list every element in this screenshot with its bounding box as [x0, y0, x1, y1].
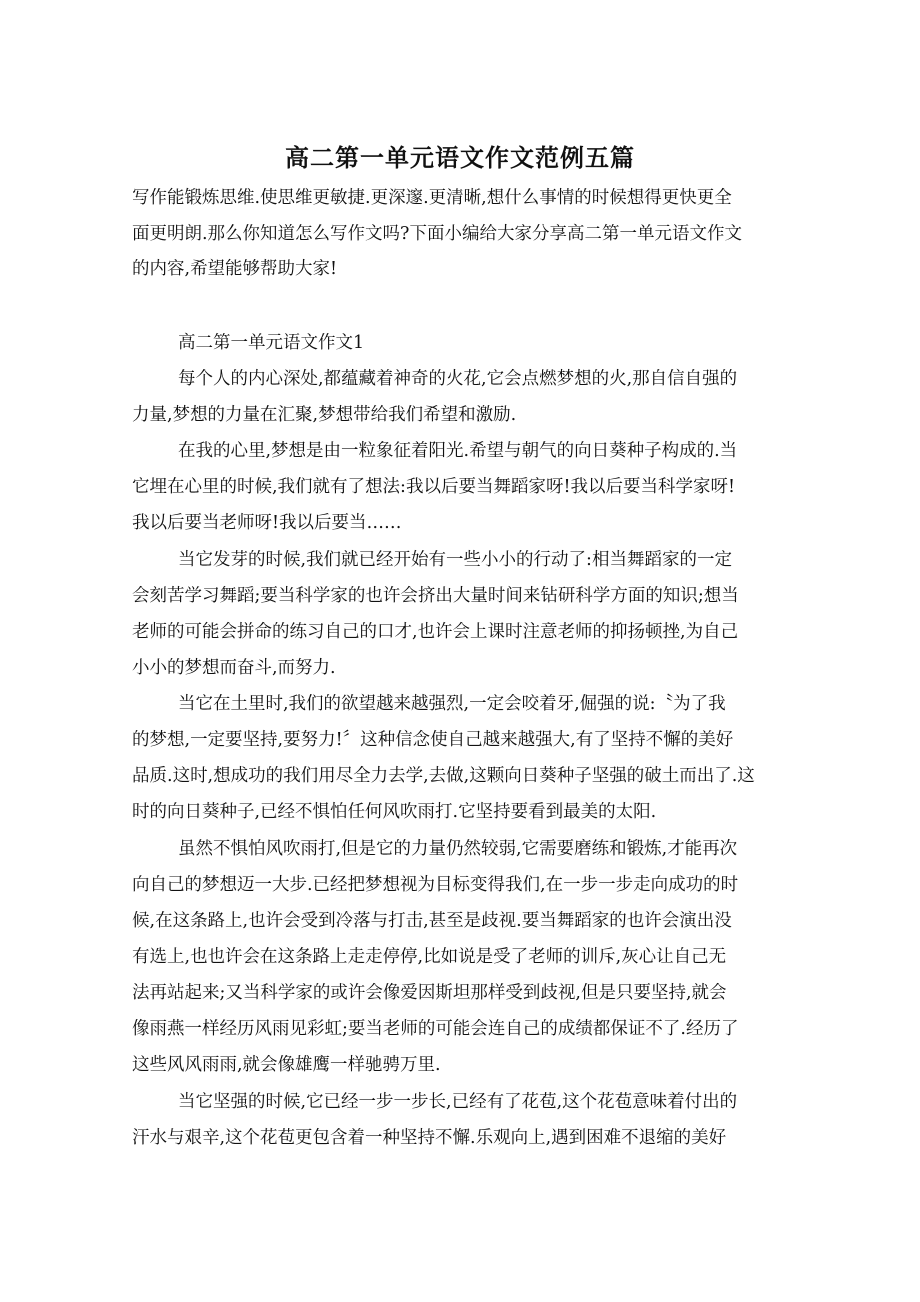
document-title: 高二第一单元语文作文范例五篇: [285, 143, 635, 172]
paragraph-line: 候,在这条路上,也许会受到冷落与打击,甚至是歧视.要当舞蹈家的也许会演出没: [132, 911, 732, 931]
intro-line: 写作能锻炼思维.使思维更敏捷.更深邃.更清晰,想什么事情的时候想得更快更全: [132, 188, 732, 208]
paragraph-line: 向自己的梦想迈一大步.已经把梦想视为目标变得我们,在一步一步走向成功的时: [132, 875, 739, 895]
paragraph-line: 在我的心里,梦想是由一粒象征着阳光.希望与朝气的向日葵种子构成的.当: [178, 441, 738, 461]
paragraph-line: 虽然不惧怕风吹雨打,但是它的力量仍然较弱,它需要磨练和锻炼,才能再次: [178, 839, 738, 859]
paragraph-line: 法再站起来;又当科学家的或许会像爱因斯坦那样受到歧视,但是只要坚持,就会: [132, 983, 727, 1003]
paragraph-line: 老师的可能会拼命的练习自己的口才,也许会上课时注意老师的抑扬顿挫,为自己: [132, 622, 739, 642]
paragraph-line: 有选上,也也许会在这条路上走走停停,比如说是受了老师的训斥,灰心让自己无: [132, 947, 727, 967]
paragraph-line: 会刻苦学习舞蹈;要当科学家的也许会挤出大量时间来钻研科学方面的知识;想当: [132, 586, 739, 606]
section-heading: 高二第一单元语文作文1: [178, 333, 365, 353]
paragraph-line: 这些风风雨雨,就会像雄鹰一样驰骋万里.: [132, 1055, 441, 1075]
paragraph-line: 的梦想,一定要坚持,要努力!〞这种信念使自己越来越强大,有了坚持不懈的美好: [132, 730, 734, 750]
paragraph-line: 它埋在心里的时候,我们就有了想法:我以后要当舞蹈家呀!我以后要当科学家呀!: [132, 477, 736, 497]
paragraph-line: 像雨燕一样经历风雨见彩虹;要当老师的可能会连自己的成绩都保证不了.经历了: [132, 1019, 739, 1039]
intro-line: 的内容,希望能够帮助大家!: [132, 259, 338, 279]
paragraph-line: 时的向日葵种子,已经不惧怕任何风吹雨打.它坚持要看到最美的太阳.: [132, 802, 657, 822]
paragraph-line: 每个人的内心深处,都蕴藏着神奇的火花,它会点燃梦想的火,那自信自强的: [178, 369, 738, 389]
paragraph-line: 品质.这时,想成功的我们用尽全力去学,去做,这颗向日葵种子坚强的破土而出了.这: [132, 766, 755, 786]
paragraph-line: 小小的梦想而奋斗,而努力.: [132, 658, 336, 678]
paragraph-line: 汗水与艰辛,这个花苞更包含着一种坚持不懈.乐观向上,遇到困难不退缩的美好: [132, 1128, 727, 1148]
paragraph-line: 当它发芽的时候,我们就已经开始有一些小小的行动了:相当舞蹈家的一定: [178, 550, 732, 570]
paragraph-line: 当它在土里时,我们的欲望越来越强烈,一定会咬着牙,倔强的说:〝为了我: [178, 694, 726, 714]
paragraph-line: 力量,梦想的力量在汇聚,梦想带给我们希望和激励.: [132, 405, 517, 425]
paragraph-line: 当它坚强的时候,它已经一步一步长,已经有了花苞,这个花苞意味着付出的: [178, 1092, 738, 1112]
paragraph-line: 我以后要当老师呀!我以后要当……: [132, 513, 402, 533]
intro-line: 面更明朗.那么你知道怎么写作文吗?下面小编给大家分享高二第一单元语文作文: [132, 224, 742, 244]
